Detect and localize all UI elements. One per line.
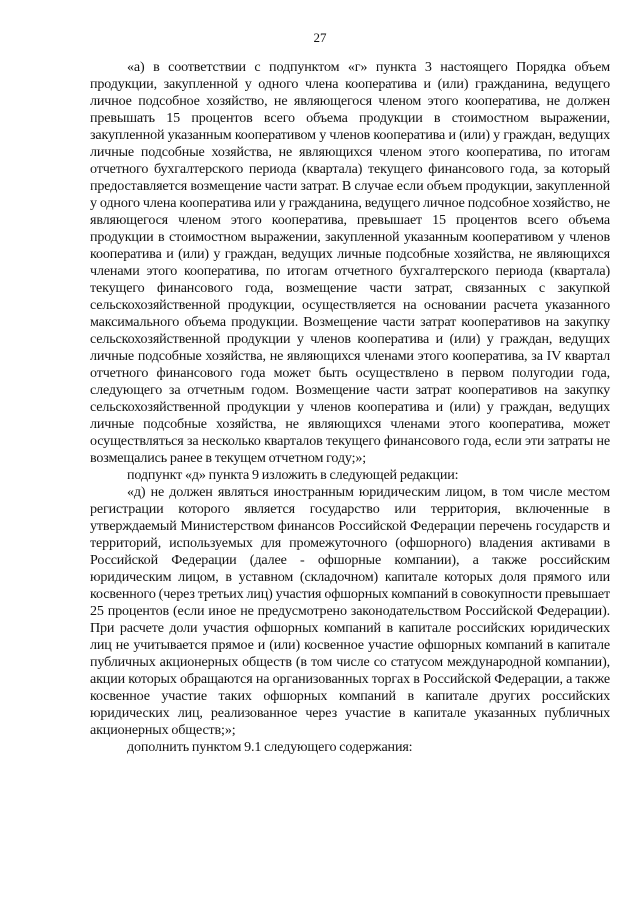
document-body [90, 59, 610, 756]
paragraph-instruction-d: подпункт «д» пункта 9 изложить в следующей редакции: [127, 467, 459, 483]
paragraph-instruction-9-1: дополнить пунктом 9.1 следующего содержания: [127, 739, 413, 755]
page-number: 27 [313, 30, 327, 45]
paragraph-amendment-d: «д) не должен являться иностранным юридическим лицом, в том числе местом регистрации которого является государство или территория, включенные в утверждаемый Министерством финансов Российской Федерации перечень государств и территорий, используемых для промежуточного (офшорного) владения активами в Российской Федерации (далее - офшорные компании), а также российским юридическим лицом, в уставном (складочном) капитале которых доля прямого или косвенного (через третьих лиц) участия офшорных компаний в совокупности превышает 25 процентов (если иное не предусмотрено законодательством Российской Федерации). При расчете доли участия офшорных компаний в капитале российских юридических лиц не учитывается прямое и (или) косвенное участие офшорных компаний в капитале публичных акционерных обществ (в том числе со статусом международной компании), акции которых обращаются на организованных торгах в Российской Федерации, а также косвенное участие таких офшорных компаний в капитале других российских юридических лиц, реализованное через участие в капитале указанных публичных акционерных обществ;»; [90, 484, 610, 738]
paragraph-amendment-a: «а) в соответствии с подпунктом «г» пункта 3 настоящего Порядка объем продукции, закупленной у одного члена кооператива и (или) гражданина, ведущего личное подсобное хозяйство, не являющегося членом этого кооператива, не должен превышать 15 процентов всего объема продукции в стоимостном выражении, закупленной указанным кооперативом у членов кооператива и (или) у граждан, ведущих личные подсобные хозяйства, не являющихся членом этого кооператива, по итогам отчетного бухгалтерского периода (квартала) текущего финансового года, за который предоставляется возмещение части затрат. В случае если объем продукции, закупленной у одного члена кооператива или у гражданина, ведущего личное подсобное хозяйство, не являющегося членом этого кооператива, превышает 15 процентов всего объема продукции в стоимостном выражении, закупленной указанным кооперативом у членов кооператива и (или) у граждан, ведущих личные подсобные хозяйства, не являющихся членами этого кооператива, по итогам отчетного бухгалтерского периода (квартала) текущего финансового года, возмещение части затрат, связанных с закупкой сельскохозяйственной продукции, осуществляется на основании расчета указанного максимального объема продукции. Возмещение части затрат кооперативов на закупку сельскохозяйственной продукции у членов кооператива и (или) у граждан, ведущих личные подсобные хозяйства, не являющихся членами этого кооператива, за IV квартал отчетного финансового года может быть осуществлено в первом полугодии года, следующего за отчетным годом. Возмещение части затрат кооперативов на закупку сельскохозяйственной продукции у членов кооператива и (или) у граждан, ведущих личные подсобные хозяйства, не являющихся членами этого кооператива, может осуществляться за несколько кварталов текущего финансового года, если эти затраты не возмещались ранее в текущем отчетном году;»; [90, 59, 610, 466]
